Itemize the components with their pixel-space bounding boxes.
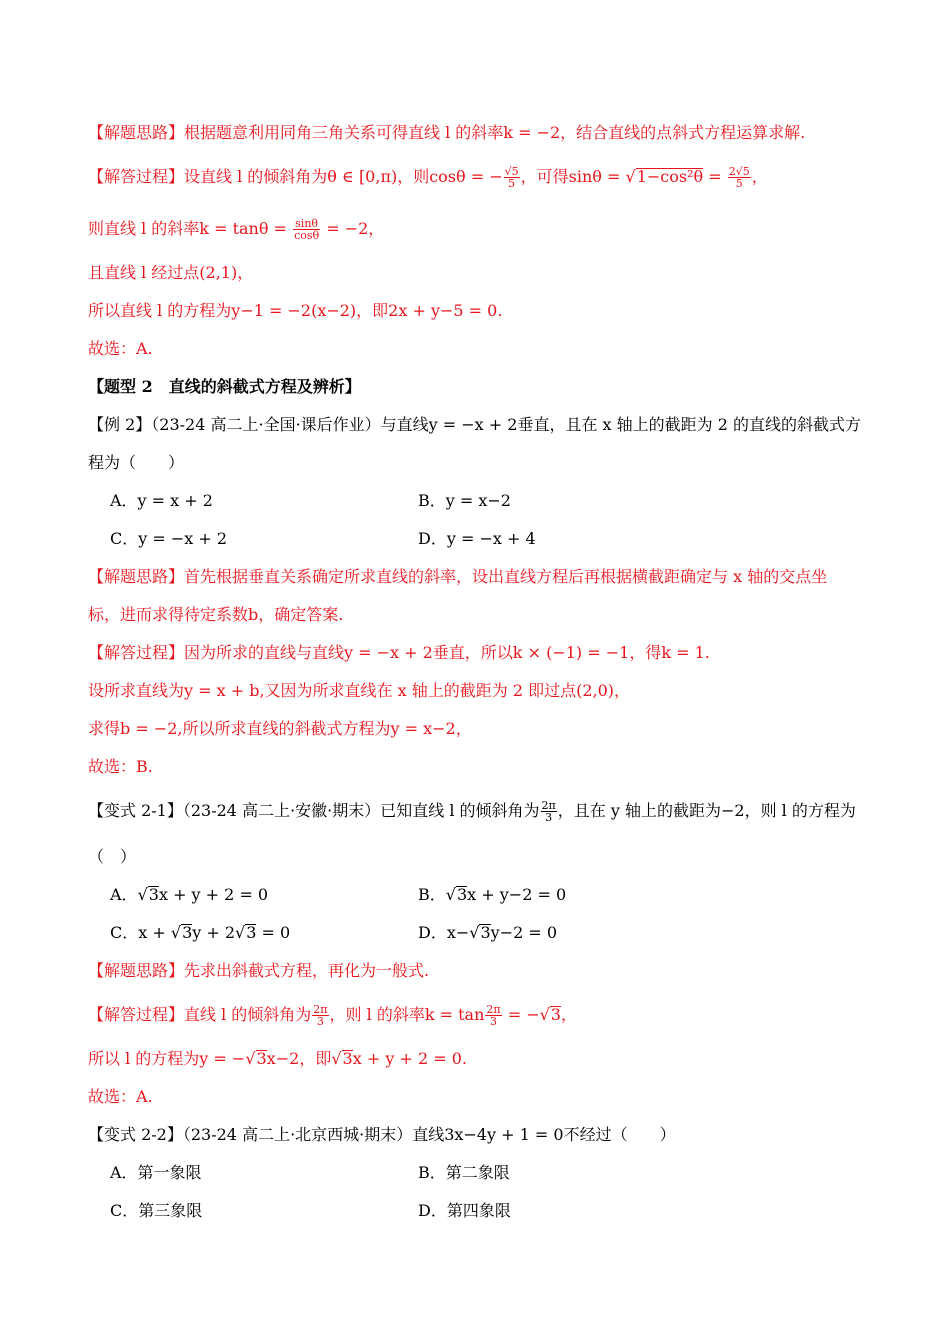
option-a: A．√3x + y + 2 = 0	[110, 885, 269, 904]
solution-idea-3: 【解题思路】先求出斜截式方程，再化为一般式.	[88, 961, 430, 980]
slope-line: 则直线 l 的斜率k = tanθ = $\frac{\sin\theta}{\cos\theta}$ = −2，	[88, 217, 385, 242]
section-heading: 【题型 2 直线的斜截式方程及辨析】	[88, 377, 361, 396]
solution-process-3: 【解答过程】直线 l 的倾斜角为 $\frac{2\pi}{3}$ ，则 l 的斜率k = tan $\frac{2\pi}{3}$ = −√3，	[88, 1003, 577, 1028]
solution-process-2-line2: 设所求直线为y = x + b,又因为所求直线在 x 轴上的截距为 2 即过点(2,0)，	[88, 681, 631, 700]
fraction: $\frac{\sin\theta}{\cos\theta}$	[294, 217, 320, 242]
fraction: $\frac{2\pi}{3}$	[486, 1003, 501, 1028]
option-c: C．y = −x + 2	[110, 529, 228, 548]
option-a: A．第一象限	[110, 1163, 202, 1182]
equation-line: 所以直线 l 的方程为y−1 = −2(x−2)，即2x + y−5 = 0.	[88, 301, 503, 320]
solution-process-3-line2: 所以 l 的方程为y = −√3x−2，即√3x + y + 2 = 0.	[88, 1049, 467, 1068]
variant-2-1-question-cont: （ ）	[88, 847, 137, 866]
example-2-question-cont: 程为（ ）	[88, 453, 185, 472]
option-b: B．y = x−2	[418, 491, 511, 510]
answer-line-2: 故选：B.	[88, 757, 153, 776]
solution-process-2-line3: 求得b = −2,所以所求直线的斜截式方程为y = x−2，	[88, 719, 472, 738]
solution-idea-2: 【解题思路】首先根据垂直关系确定所求直线的斜率，设出直线方程后再根据横截距确定与 x 轴的交点坐	[88, 567, 828, 586]
fraction: $\frac{2\pi}{3}$	[541, 799, 556, 824]
solution-process-2: 【解答过程】因为所求的直线与直线y = −x + 2垂直，所以k × (−1) = −1，得k = 1.	[88, 643, 710, 662]
answer-line: 故选：A.	[88, 339, 153, 358]
option-c: C．x + √3y + 2√3 = 0	[110, 923, 291, 942]
variant-2-2-question: 【变式 2-2】（23-24 高二上·北京西城·期末）直线3x−4y + 1 = 0不经过（ ）	[88, 1125, 676, 1144]
option-c: C．第三象限	[110, 1201, 203, 1220]
solution-idea-1: 【解题思路】根据题意利用同角三角关系可得直线 l 的斜率k = −2，结合直线的点斜式方程运算求解.	[88, 123, 806, 142]
option-d: D．x−√3y−2 = 0	[418, 923, 558, 942]
fraction: $\frac{√5}{5}$	[504, 165, 519, 190]
answer-line-3: 故选：A.	[88, 1087, 153, 1106]
variant-2-1-question: 【变式 2-1】（23-24 高二上·安徽·期末）已知直线 l 的倾斜角为 $\frac{2\pi}{3}$ ，且在 y 轴上的截距为−2，则 l 的方程为	[88, 799, 856, 824]
option-d: D．y = −x + 4	[418, 529, 536, 548]
point-line: 且直线 l 经过点(2,1)，	[88, 263, 254, 282]
option-b: B．第二象限	[418, 1163, 510, 1182]
solution-idea-2-cont: 标，进而求得待定系数b，确定答案.	[88, 605, 344, 624]
option-d: D．第四象限	[418, 1201, 511, 1220]
example-2-question: 【例 2】（23-24 高二上·全国·课后作业）与直线y = −x + 2垂直，且在 x 轴上的截距为 2 的直线的斜截式方	[88, 415, 862, 434]
option-b: B．√3x + y−2 = 0	[418, 885, 567, 904]
option-a: A．y = x + 2	[110, 491, 213, 510]
fraction: $\frac{2√5}{5}$	[728, 165, 750, 190]
solution-process-1: 【解答过程】设直线 l 的倾斜角为θ ∈ [0,π)，则cosθ = − $\frac{√5}{5}$ ，可得sinθ = √1−cos²θ = $\frac{2√5}{5}$ ，	[88, 165, 768, 190]
fraction: $\frac{2\pi}{3}$	[313, 1003, 328, 1028]
